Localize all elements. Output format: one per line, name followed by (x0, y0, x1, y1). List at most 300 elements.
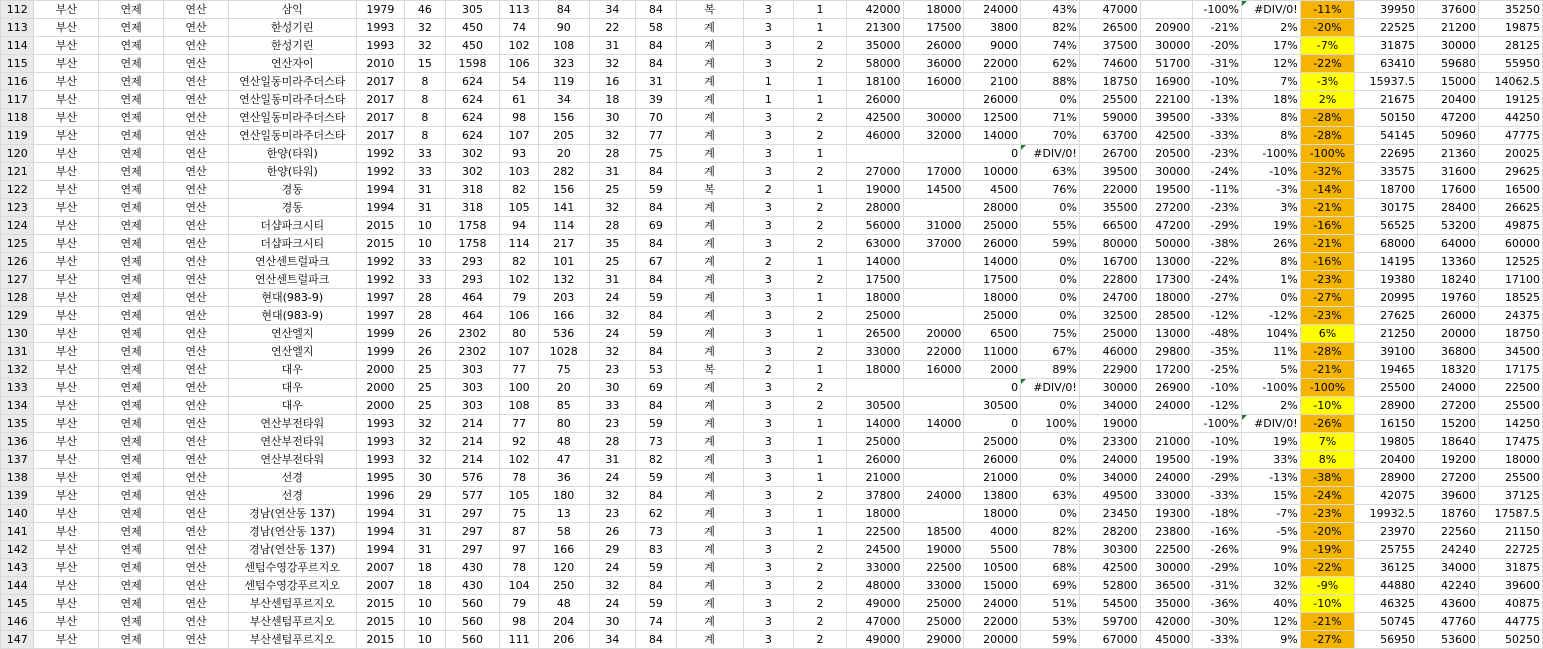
sheet-cell[interactable]: 25000 (964, 433, 1021, 451)
sheet-cell[interactable]: 114 (538, 217, 589, 235)
sheet-cell[interactable]: 계 (676, 379, 743, 397)
sheet-cell[interactable]: 1992 (356, 271, 405, 289)
sheet-cell[interactable]: -21% (1300, 199, 1355, 217)
sheet-cell[interactable]: 연산 (164, 37, 229, 55)
sheet-cell[interactable]: 84 (636, 397, 677, 415)
sheet-cell[interactable]: 10 (405, 235, 446, 253)
sheet-cell[interactable]: 20000 (964, 631, 1021, 649)
row-header[interactable]: 131 (1, 343, 34, 361)
sheet-cell[interactable]: 30000 (1140, 559, 1193, 577)
sheet-cell[interactable]: 3 (743, 541, 794, 559)
sheet-cell[interactable]: 3 (743, 127, 794, 145)
sheet-cell[interactable]: 연산 (164, 199, 229, 217)
sheet-cell[interactable]: 1993 (356, 37, 405, 55)
sheet-cell[interactable]: 부산 (34, 343, 99, 361)
sheet-cell[interactable]: 부산 (34, 451, 99, 469)
sheet-cell[interactable]: 27625 (1355, 307, 1418, 325)
sheet-cell[interactable]: 26000 (846, 451, 903, 469)
sheet-cell[interactable]: -35% (1193, 343, 1242, 361)
sheet-cell[interactable]: 63% (1021, 487, 1080, 505)
sheet-cell[interactable]: 31875 (1355, 37, 1418, 55)
sheet-cell[interactable]: 2015 (356, 595, 405, 613)
sheet-cell[interactable]: 31600 (1418, 163, 1479, 181)
sheet-cell[interactable]: 23 (589, 505, 636, 523)
sheet-cell[interactable]: 부산 (34, 433, 99, 451)
sheet-cell[interactable]: 32 (589, 577, 636, 595)
sheet-cell[interactable]: 0 (964, 379, 1021, 397)
sheet-cell[interactable]: 58000 (846, 55, 903, 73)
sheet-cell[interactable] (903, 505, 964, 523)
sheet-cell[interactable]: -20% (1300, 523, 1355, 541)
sheet-cell[interactable]: 28400 (1418, 199, 1479, 217)
sheet-cell[interactable]: 3 (743, 487, 794, 505)
sheet-cell[interactable]: 19805 (1355, 433, 1418, 451)
sheet-cell[interactable]: 36 (538, 469, 589, 487)
row-header[interactable]: 116 (1, 73, 34, 91)
sheet-cell[interactable]: 39100 (1355, 343, 1418, 361)
sheet-cell[interactable]: 5% (1241, 361, 1300, 379)
sheet-cell[interactable]: 25500 (1478, 469, 1542, 487)
sheet-cell[interactable]: 1758 (445, 235, 500, 253)
sheet-cell[interactable]: 32% (1241, 577, 1300, 595)
sheet-cell[interactable]: 20 (538, 145, 589, 163)
sheet-cell[interactable]: 계 (676, 325, 743, 343)
sheet-cell[interactable]: 34000 (1079, 397, 1140, 415)
sheet-cell[interactable]: 28900 (1355, 469, 1418, 487)
sheet-cell[interactable]: 22500 (1140, 541, 1193, 559)
sheet-cell[interactable]: 연산 (164, 397, 229, 415)
sheet-cell[interactable]: 214 (445, 433, 500, 451)
sheet-cell[interactable]: 577 (445, 487, 500, 505)
sheet-cell[interactable]: 연제 (99, 487, 164, 505)
sheet-cell[interactable]: 35000 (1140, 595, 1193, 613)
sheet-cell[interactable]: -12% (1193, 307, 1242, 325)
sheet-cell[interactable]: 103 (500, 163, 538, 181)
sheet-cell[interactable]: 대우 (228, 379, 356, 397)
sheet-cell[interactable]: 19% (1241, 433, 1300, 451)
sheet-cell[interactable]: 33000 (846, 559, 903, 577)
sheet-cell[interactable]: 연산부전타워 (228, 433, 356, 451)
sheet-cell[interactable]: 214 (445, 451, 500, 469)
sheet-cell[interactable]: 102 (500, 37, 538, 55)
sheet-cell[interactable]: 45000 (1140, 631, 1193, 649)
sheet-cell[interactable]: 계 (676, 271, 743, 289)
sheet-cell[interactable]: 계 (676, 451, 743, 469)
sheet-cell[interactable]: 센텀수영강푸르지오 (228, 577, 356, 595)
sheet-cell[interactable] (903, 271, 964, 289)
sheet-cell[interactable]: 7% (1241, 73, 1300, 91)
sheet-cell[interactable]: 2 (794, 343, 847, 361)
sheet-cell[interactable]: 2017 (356, 127, 405, 145)
sheet-cell[interactable]: 연제 (99, 451, 164, 469)
sheet-cell[interactable]: -22% (1300, 559, 1355, 577)
sheet-cell[interactable]: 22500 (903, 559, 964, 577)
sheet-cell[interactable]: 18 (405, 577, 446, 595)
sheet-cell[interactable]: 연제 (99, 397, 164, 415)
sheet-cell[interactable]: 계 (676, 595, 743, 613)
sheet-cell[interactable]: 25 (589, 181, 636, 199)
sheet-cell[interactable]: 24240 (1418, 541, 1479, 559)
row-header[interactable]: 143 (1, 559, 34, 577)
sheet-cell[interactable]: 32 (405, 19, 446, 37)
sheet-cell[interactable]: 3 (743, 469, 794, 487)
sheet-cell[interactable]: 부산 (34, 361, 99, 379)
sheet-cell[interactable]: 50000 (1140, 235, 1193, 253)
sheet-cell[interactable]: -33% (1193, 631, 1242, 649)
sheet-cell[interactable]: 32 (589, 55, 636, 73)
sheet-cell[interactable]: -13% (1193, 91, 1242, 109)
sheet-cell[interactable]: 2 (794, 613, 847, 631)
sheet-cell[interactable]: -20% (1193, 37, 1242, 55)
sheet-cell[interactable]: 303 (445, 361, 500, 379)
sheet-cell[interactable]: 계 (676, 523, 743, 541)
sheet-cell[interactable]: 18500 (903, 523, 964, 541)
sheet-cell[interactable]: 2 (794, 577, 847, 595)
sheet-cell[interactable]: 53200 (1418, 217, 1479, 235)
sheet-cell[interactable]: 1 (794, 19, 847, 37)
sheet-cell[interactable]: 59 (636, 325, 677, 343)
sheet-cell[interactable]: 28000 (964, 199, 1021, 217)
sheet-cell[interactable]: 67 (636, 253, 677, 271)
sheet-cell[interactable]: 74% (1021, 37, 1080, 55)
sheet-cell[interactable]: 25755 (1355, 541, 1418, 559)
sheet-cell[interactable]: 연산 (164, 415, 229, 433)
sheet-cell[interactable]: 59000 (1079, 109, 1140, 127)
sheet-cell[interactable]: 30300 (1079, 541, 1140, 559)
sheet-cell[interactable]: 32 (405, 37, 446, 55)
sheet-cell[interactable]: 8 (405, 73, 446, 91)
sheet-cell[interactable]: 부산 (34, 91, 99, 109)
sheet-cell[interactable]: 37125 (1478, 487, 1542, 505)
sheet-cell[interactable]: 부산 (34, 37, 99, 55)
sheet-cell[interactable]: 9% (1241, 631, 1300, 649)
sheet-cell[interactable]: 2 (794, 541, 847, 559)
sheet-cell[interactable] (903, 397, 964, 415)
row-header[interactable]: 124 (1, 217, 34, 235)
sheet-cell[interactable]: 107 (500, 127, 538, 145)
sheet-cell[interactable]: 선경 (228, 469, 356, 487)
sheet-cell[interactable]: 560 (445, 613, 500, 631)
row-header[interactable]: 113 (1, 19, 34, 37)
sheet-cell[interactable]: 22525 (1355, 19, 1418, 37)
sheet-cell[interactable]: 20025 (1478, 145, 1542, 163)
sheet-cell[interactable]: 연제 (99, 145, 164, 163)
sheet-cell[interactable]: 430 (445, 559, 500, 577)
sheet-cell[interactable]: 66500 (1079, 217, 1140, 235)
sheet-cell[interactable]: 선경 (228, 487, 356, 505)
sheet-cell[interactable]: 1994 (356, 523, 405, 541)
sheet-cell[interactable]: 47 (538, 451, 589, 469)
sheet-cell[interactable]: 32 (405, 451, 446, 469)
sheet-cell[interactable]: 17600 (1418, 181, 1479, 199)
sheet-cell[interactable]: 26900 (1140, 379, 1193, 397)
sheet-cell[interactable]: 89% (1021, 361, 1080, 379)
sheet-cell[interactable]: 3800 (964, 19, 1021, 37)
sheet-cell[interactable]: 47000 (1079, 1, 1140, 19)
sheet-cell[interactable]: 16000 (903, 73, 964, 91)
sheet-cell[interactable]: 46000 (846, 127, 903, 145)
sheet-cell[interactable]: 25 (405, 361, 446, 379)
sheet-cell[interactable]: 계 (676, 487, 743, 505)
sheet-cell[interactable]: 36125 (1355, 559, 1418, 577)
sheet-cell[interactable]: 53% (1021, 613, 1080, 631)
sheet-cell[interactable]: 22 (589, 19, 636, 37)
sheet-cell[interactable]: 연산일동미라주더스타 (228, 91, 356, 109)
sheet-cell[interactable] (903, 433, 964, 451)
sheet-cell[interactable]: 84 (636, 235, 677, 253)
sheet-cell[interactable]: 30000 (1140, 163, 1193, 181)
sheet-cell[interactable]: 18640 (1418, 433, 1479, 451)
sheet-cell[interactable]: 47200 (1418, 109, 1479, 127)
sheet-cell[interactable]: #DIV/0! (1241, 1, 1300, 19)
sheet-cell[interactable]: 2017 (356, 73, 405, 91)
sheet-cell[interactable]: 15937.5 (1355, 73, 1418, 91)
sheet-cell[interactable]: 16900 (1140, 73, 1193, 91)
sheet-cell[interactable]: 21675 (1355, 91, 1418, 109)
sheet-cell[interactable]: 2 (794, 199, 847, 217)
sheet-cell[interactable]: 77 (636, 127, 677, 145)
sheet-cell[interactable]: 2 (794, 379, 847, 397)
sheet-cell[interactable]: 연산 (164, 559, 229, 577)
sheet-cell[interactable]: 연제 (99, 73, 164, 91)
row-header[interactable]: 120 (1, 145, 34, 163)
sheet-cell[interactable]: 35 (589, 235, 636, 253)
sheet-cell[interactable]: 39 (636, 91, 677, 109)
sheet-cell[interactable]: 15000 (964, 577, 1021, 595)
sheet-cell[interactable]: 연제 (99, 289, 164, 307)
sheet-cell[interactable]: 18000 (964, 505, 1021, 523)
sheet-cell[interactable]: 부산 (34, 109, 99, 127)
sheet-cell[interactable]: -33% (1193, 487, 1242, 505)
sheet-cell[interactable]: 78% (1021, 541, 1080, 559)
sheet-cell[interactable]: -10% (1300, 397, 1355, 415)
sheet-cell[interactable]: 84 (636, 577, 677, 595)
sheet-cell[interactable]: 47775 (1478, 127, 1542, 145)
sheet-cell[interactable]: 297 (445, 541, 500, 559)
sheet-cell[interactable]: 10000 (964, 163, 1021, 181)
sheet-cell[interactable]: 계 (676, 217, 743, 235)
sheet-cell[interactable]: 108 (538, 37, 589, 55)
sheet-cell[interactable]: 21000 (1140, 433, 1193, 451)
sheet-cell[interactable]: 88% (1021, 73, 1080, 91)
sheet-cell[interactable]: 32500 (1079, 307, 1140, 325)
sheet-cell[interactable]: 4000 (964, 523, 1021, 541)
sheet-cell[interactable]: 31 (405, 199, 446, 217)
sheet-cell[interactable]: 18 (589, 91, 636, 109)
sheet-cell[interactable]: -29% (1193, 469, 1242, 487)
sheet-cell[interactable]: 31 (405, 523, 446, 541)
sheet-cell[interactable]: 166 (538, 541, 589, 559)
sheet-cell[interactable]: 28 (405, 307, 446, 325)
sheet-cell[interactable]: 1994 (356, 181, 405, 199)
sheet-cell[interactable]: 43% (1021, 1, 1080, 19)
sheet-cell[interactable]: 108 (500, 397, 538, 415)
sheet-cell[interactable]: 100% (1021, 415, 1080, 433)
sheet-cell[interactable]: 3 (743, 451, 794, 469)
sheet-cell[interactable]: 28000 (846, 199, 903, 217)
sheet-cell[interactable]: 293 (445, 253, 500, 271)
sheet-cell[interactable]: 부산 (34, 217, 99, 235)
sheet-cell[interactable]: -100% (1241, 145, 1300, 163)
sheet-cell[interactable]: 19380 (1355, 271, 1418, 289)
sheet-cell[interactable]: 3 (743, 217, 794, 235)
sheet-cell[interactable]: 10% (1241, 559, 1300, 577)
sheet-cell[interactable]: 13000 (1140, 325, 1193, 343)
sheet-cell[interactable]: 3 (743, 109, 794, 127)
sheet-cell[interactable]: -23% (1300, 307, 1355, 325)
sheet-cell[interactable]: 18000 (846, 361, 903, 379)
sheet-cell[interactable]: 부산 (34, 541, 99, 559)
sheet-cell[interactable]: 27200 (1418, 469, 1479, 487)
sheet-cell[interactable]: 302 (445, 145, 500, 163)
sheet-cell[interactable]: 부산 (34, 199, 99, 217)
sheet-cell[interactable]: 계 (676, 127, 743, 145)
sheet-cell[interactable]: 19300 (1140, 505, 1193, 523)
sheet-cell[interactable]: 1992 (356, 163, 405, 181)
sheet-cell[interactable]: 84 (636, 343, 677, 361)
sheet-cell[interactable]: 연제 (99, 379, 164, 397)
sheet-cell[interactable]: 40875 (1478, 595, 1542, 613)
sheet-cell[interactable]: 연제 (99, 361, 164, 379)
sheet-cell[interactable]: 14000 (964, 253, 1021, 271)
sheet-cell[interactable]: 3 (743, 505, 794, 523)
sheet-cell[interactable]: 82% (1021, 19, 1080, 37)
row-header[interactable]: 130 (1, 325, 34, 343)
sheet-cell[interactable]: 3 (743, 199, 794, 217)
sheet-cell[interactable]: 계 (676, 109, 743, 127)
sheet-cell[interactable]: 23970 (1355, 523, 1418, 541)
sheet-cell[interactable]: 450 (445, 19, 500, 37)
sheet-cell[interactable]: 73 (636, 433, 677, 451)
sheet-cell[interactable]: 3 (743, 433, 794, 451)
sheet-cell[interactable]: 32 (589, 199, 636, 217)
sheet-cell[interactable]: 26 (405, 343, 446, 361)
sheet-cell[interactable]: -31% (1193, 55, 1242, 73)
sheet-cell[interactable]: 17587.5 (1478, 505, 1542, 523)
sheet-cell[interactable]: 56000 (846, 217, 903, 235)
sheet-cell[interactable]: 17300 (1140, 271, 1193, 289)
sheet-cell[interactable]: 18000 (846, 289, 903, 307)
sheet-cell[interactable]: 1 (794, 325, 847, 343)
sheet-cell[interactable]: 부산 (34, 145, 99, 163)
sheet-cell[interactable]: 74 (636, 613, 677, 631)
sheet-cell[interactable]: 22800 (1079, 271, 1140, 289)
sheet-cell[interactable]: 297 (445, 523, 500, 541)
sheet-cell[interactable]: 연산엘지 (228, 343, 356, 361)
sheet-cell[interactable] (1140, 1, 1193, 19)
sheet-cell[interactable]: 0% (1021, 253, 1080, 271)
sheet-cell[interactable]: 연산 (164, 361, 229, 379)
sheet-cell[interactable]: 31 (589, 163, 636, 181)
sheet-cell[interactable]: 42500 (1079, 559, 1140, 577)
row-header[interactable]: 118 (1, 109, 34, 127)
sheet-cell[interactable]: 연제 (99, 127, 164, 145)
sheet-cell[interactable]: -29% (1193, 217, 1242, 235)
sheet-cell[interactable]: -11% (1300, 1, 1355, 19)
sheet-cell[interactable]: 293 (445, 271, 500, 289)
sheet-cell[interactable]: 3% (1241, 199, 1300, 217)
sheet-cell[interactable]: 18700 (1355, 181, 1418, 199)
sheet-cell[interactable]: 31 (636, 73, 677, 91)
sheet-cell[interactable]: 25 (589, 253, 636, 271)
row-header[interactable]: 127 (1, 271, 34, 289)
sheet-cell[interactable]: 연산센트럴파크 (228, 253, 356, 271)
row-header[interactable]: 115 (1, 55, 34, 73)
sheet-cell[interactable]: 82% (1021, 523, 1080, 541)
sheet-cell[interactable]: 10 (405, 613, 446, 631)
sheet-cell[interactable]: 13800 (964, 487, 1021, 505)
sheet-cell[interactable]: 111 (500, 631, 538, 649)
sheet-cell[interactable]: 323 (538, 55, 589, 73)
sheet-cell[interactable]: 25500 (1478, 397, 1542, 415)
sheet-cell[interactable]: -5% (1241, 523, 1300, 541)
sheet-cell[interactable]: 21000 (846, 469, 903, 487)
sheet-cell[interactable]: 연제 (99, 433, 164, 451)
sheet-cell[interactable]: 97 (500, 541, 538, 559)
sheet-cell[interactable]: 2015 (356, 217, 405, 235)
sheet-cell[interactable]: 560 (445, 631, 500, 649)
sheet-cell[interactable] (903, 307, 964, 325)
sheet-cell[interactable]: 77 (500, 415, 538, 433)
sheet-cell[interactable]: 3 (743, 343, 794, 361)
sheet-cell[interactable]: 132 (538, 271, 589, 289)
sheet-cell[interactable]: -10% (1193, 73, 1242, 91)
sheet-cell[interactable]: 53600 (1418, 631, 1479, 649)
sheet-cell[interactable]: 15 (405, 55, 446, 73)
sheet-cell[interactable]: 25000 (964, 307, 1021, 325)
sheet-cell[interactable]: 2000 (356, 361, 405, 379)
sheet-cell[interactable]: 연산 (164, 595, 229, 613)
sheet-cell[interactable]: 12500 (964, 109, 1021, 127)
sheet-cell[interactable]: 연산일동미라주더스타 (228, 73, 356, 91)
sheet-cell[interactable]: 114 (500, 235, 538, 253)
sheet-cell[interactable]: 56525 (1355, 217, 1418, 235)
sheet-cell[interactable]: 계 (676, 469, 743, 487)
sheet-cell[interactable]: 18750 (1478, 325, 1542, 343)
sheet-cell[interactable]: 75 (538, 361, 589, 379)
sheet-cell[interactable]: -19% (1300, 541, 1355, 559)
sheet-cell[interactable]: 69 (636, 217, 677, 235)
sheet-cell[interactable]: 166 (538, 307, 589, 325)
sheet-cell[interactable]: 63700 (1079, 127, 1140, 145)
sheet-cell[interactable]: 61 (500, 91, 538, 109)
sheet-cell[interactable]: 3 (743, 235, 794, 253)
sheet-cell[interactable]: 51% (1021, 595, 1080, 613)
sheet-cell[interactable]: 46000 (1079, 343, 1140, 361)
sheet-cell[interactable]: -22% (1300, 55, 1355, 73)
sheet-cell[interactable]: 68000 (1355, 235, 1418, 253)
sheet-cell[interactable]: 25000 (846, 307, 903, 325)
sheet-cell[interactable]: 25000 (1079, 325, 1140, 343)
sheet-cell[interactable]: 58 (636, 19, 677, 37)
sheet-cell[interactable]: 부산 (34, 127, 99, 145)
sheet-cell[interactable]: 24700 (1079, 289, 1140, 307)
sheet-cell[interactable]: -26% (1193, 541, 1242, 559)
sheet-cell[interactable]: 1 (794, 73, 847, 91)
sheet-cell[interactable]: 14000 (846, 253, 903, 271)
sheet-cell[interactable]: 25000 (846, 433, 903, 451)
sheet-cell[interactable]: 31875 (1478, 559, 1542, 577)
sheet-cell[interactable]: 15% (1241, 487, 1300, 505)
sheet-cell[interactable]: 576 (445, 469, 500, 487)
sheet-cell[interactable]: 계 (676, 19, 743, 37)
sheet-cell[interactable]: 50745 (1355, 613, 1418, 631)
sheet-cell[interactable]: 156 (538, 181, 589, 199)
sheet-cell[interactable]: 318 (445, 181, 500, 199)
sheet-cell[interactable]: 연제 (99, 235, 164, 253)
sheet-cell[interactable]: 연산일동미라주더스타 (228, 109, 356, 127)
row-header[interactable]: 142 (1, 541, 34, 559)
